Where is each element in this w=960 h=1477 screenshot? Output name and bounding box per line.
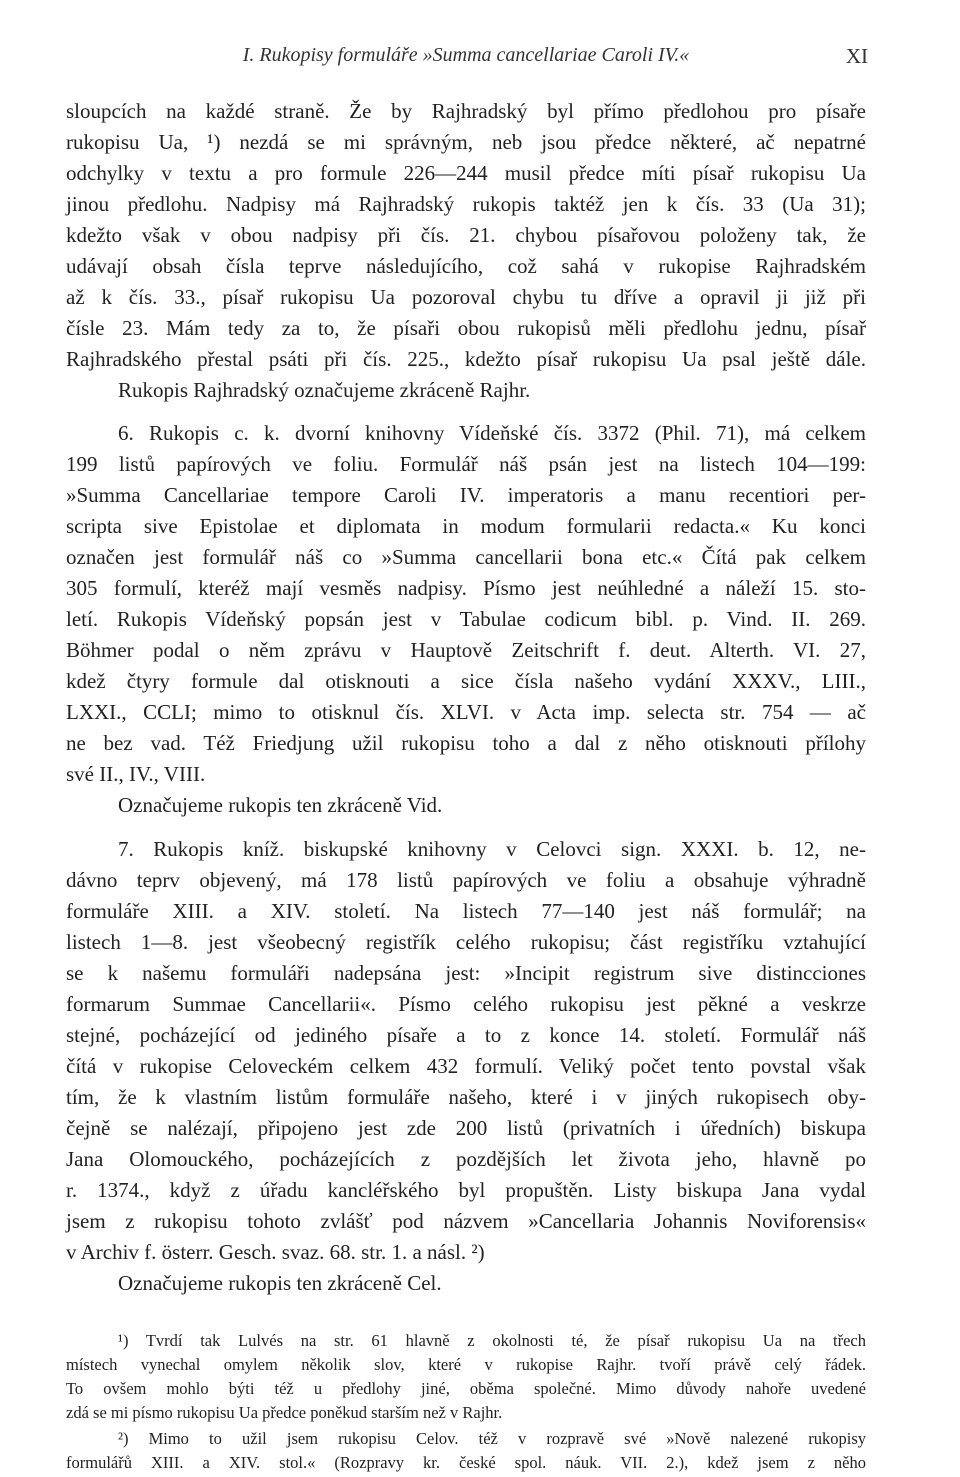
running-title: I. Rukopisy formuláře »Summa cancellariae Caroli IV.«	[242, 44, 690, 66]
footnote-1-line: ¹) Tvrdí tak Lulvés na str. 61 hlavně z okolnosti té, že písař rukopisu Ua na třech	[118, 1331, 866, 1350]
body-line: kdežto však v obou nadpisy při čís. 21. chybou písařovou položeny tak, že	[66, 223, 866, 247]
body-line: Jana Olomouckého, pocházejících z pozdějších let života jeho, hlavně po	[66, 1147, 866, 1171]
body-line: označen jest formulář náš co »Summa cancellarii bona etc.« Čítá pak celkem	[66, 545, 866, 569]
section-6-start: 6. Rukopis c. k. dvorní knihovny Vídeňské čís. 3372 (Phil. 71), má celkem	[118, 421, 866, 445]
siglum-line-cel: Označujeme rukopis ten zkráceně Cel.	[118, 1271, 442, 1295]
body-line: »Summa Cancellariae tempore Caroli IV. imperatoris a manu recentiori per-	[66, 483, 866, 507]
body-line: stejné, pocházející od jediného písaře a to z konce 14. století. Formulář náš	[66, 1023, 866, 1047]
body-line: v Archiv f. österr. Gesch. svaz. 68. str. 1. a násl. ²)	[66, 1240, 485, 1264]
body-line: scripta sive Epistolae et diplomata in modum formularii redacta.« Ku konci	[66, 514, 866, 538]
footnote-1-line: zdá se mi písmo rukopisu Ua předce poněkud starším než v Rajhr.	[66, 1403, 503, 1422]
body-line: letí. Rukopis Vídeňský popsán jest v Tabulae codicum bibl. p. Vind. II. 269.	[66, 607, 866, 631]
body-line: své II., IV., VIII.	[66, 762, 206, 786]
body-line: sloupcích na každé straně. Že by Rajhradský byl přímo předlohou pro písaře	[66, 99, 866, 123]
body-line: odchylky v textu a pro formule 226—244 musil předce míti písař rukopisu Ua	[66, 161, 866, 185]
body-line: kdež čtyry formule dal otisknouti a sice čísla našeho vydání XXXV., LIII.,	[66, 669, 866, 693]
body-line: se k našemu formuláři nadepsána jest: »Incipit registrum sive distincciones	[66, 961, 866, 985]
body-line: LXXI., CCLI; mimo to otisknul čís. XLVI. v Acta imp. selecta str. 754 — ač	[66, 700, 866, 724]
body-line: čísle 23. Mám tedy za to, že písaři obou rukopisů měli předlohu jednu, písař	[66, 316, 866, 340]
footnote-1-line: místech vynechal omylem několik slov, které v rukopise Rajhr. tvoří právě celý řádek.	[66, 1355, 866, 1374]
footnote-1-line: To ovšem mohlo býti též u předlohy jiné, oběma společné. Mimo důvody nahoře uvedené	[66, 1379, 866, 1398]
body-line: formuláře XIII. a XIV. století. Na listech 77—140 jest náš formulář; na	[66, 899, 866, 923]
page-number: XI	[845, 44, 868, 68]
body-line: tím, že k vlastním listům formuláře našeho, které i v jiných rukopisech oby-	[66, 1085, 866, 1109]
body-line: ne bez vad. Též Friedjung užil rukopisu toho a dal z něho otisknouti přílohy	[66, 731, 866, 755]
body-line: Böhmer podal o něm zprávu v Hauptově Zeitschrift f. deut. Alterth. VI. 27,	[66, 638, 866, 662]
siglum-line-rajhr: Rukopis Rajhradský označujeme zkráceně Rajhr.	[118, 378, 531, 402]
body-line: udávají obsah čísla teprve následujícího, což sahá v rukopise Rajhradském	[66, 254, 866, 278]
siglum-line-vid: Označujeme rukopis ten zkráceně Vid.	[118, 793, 443, 817]
body-line: jsem z rukopisu tohoto zvlášť pod názvem »Cancellaria Johannis Noviforensis«	[66, 1209, 866, 1233]
section-7-start: 7. Rukopis kníž. biskupské knihovny v Celovci sign. XXXI. b. 12, ne-	[118, 837, 866, 861]
body-line: až k čís. 33., písař rukopisu Ua pozoroval chybu tu dříve a opravil ji již při	[66, 285, 866, 309]
body-line: r. 1374., když z úřadu kancléřského byl propuštěn. Listy biskupa Jana vydal	[66, 1178, 866, 1202]
body-line: čítá v rukopise Celoveckém celkem 432 formulí. Veliký počet tento povstal však	[66, 1054, 866, 1078]
body-line: čejně se nalézají, připojeno jest zde 200 listů (privatních i úředních) biskupa	[66, 1116, 866, 1140]
footnote-2-line: ²) Mimo to užil jsem rukopisu Celov. též v rozpravě své »Nově nalezené rukopisy	[118, 1429, 866, 1448]
body-line: listech 1—8. jest všeobecný registřík celého rukopisu; část registříku vztahující	[66, 930, 866, 954]
footnote-2-line: formulářů XIII. a XIV. stol.« (Rozpravy kr. české spol. náuk. VII. 2.), kdež jsem z něho	[66, 1453, 866, 1472]
body-line: rukopisu Ua, ¹) nezdá se mi správným, neb jsou předce některé, ač nepatrné	[66, 130, 866, 154]
body-line: 199 listů papírových ve foliu. Formulář náš psán jest na listech 104—199:	[66, 452, 866, 476]
body-line: jinou předlohu. Nadpisy má Rajhradský rukopis taktéž jen k čís. 33 (Ua 31);	[66, 192, 866, 216]
body-line: Rajhradského přestal psáti při čís. 225., kdežto písař rukopisu Ua psal ještě dále.	[66, 347, 866, 371]
body-line: formarum Summae Cancellarii«. Písmo celého rukopisu jest pěkné a veskrze	[66, 992, 866, 1016]
body-line: dávno teprv objevený, má 178 listů papírových ve foliu a obsahuje výhradně	[66, 868, 866, 892]
body-line: 305 formulí, kteréž mají vesměs nadpisy. Písmo jest neúhledné a náleží 15. sto-	[66, 576, 866, 600]
